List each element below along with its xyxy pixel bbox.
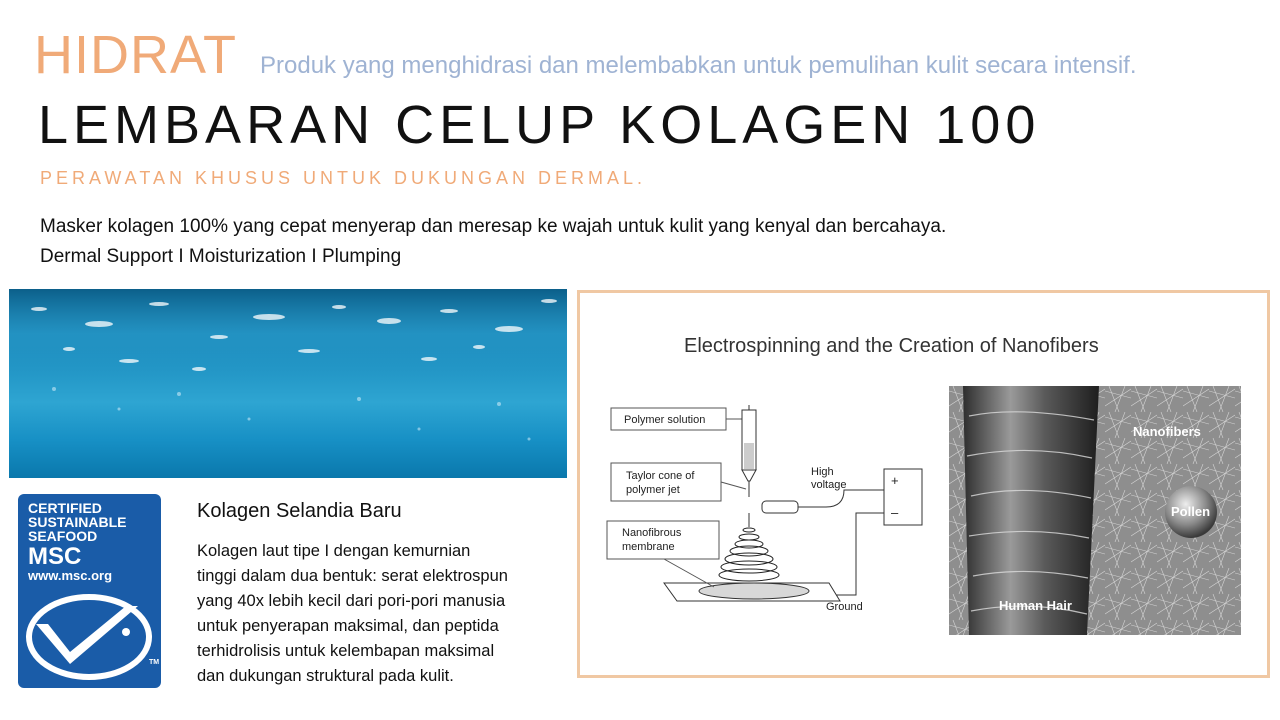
brand-tagline: Produk yang menghidrasi dan melembabkan untuk pemulihan kulit secara intensif. xyxy=(260,52,1137,79)
electrospinning-figure xyxy=(577,290,1270,678)
figure-title: Electrospinning and the Creation of Nanofibers xyxy=(684,335,1099,357)
msc-line-1: CERTIFIED xyxy=(28,500,102,516)
msc-line-3: SEAFOOD xyxy=(28,528,98,544)
msc-trademark: TM xyxy=(149,659,160,666)
intro-benefits: Dermal Support I Moisturization I Plumping xyxy=(40,246,402,267)
sem-label-pollen: Pollen xyxy=(1171,504,1211,519)
collagen-body-line: terhidrolisis untuk kelembapan maksimal xyxy=(197,642,495,660)
sem-microscope-image xyxy=(949,386,1241,635)
collagen-body-line: Kolagen laut tipe I dengan kemurnian xyxy=(197,542,471,560)
page-subtitle: PERAWATAN KHUSUS UNTUK DUKUNGAN DERMAL. xyxy=(40,168,647,188)
msc-line-2: SUSTAINABLE xyxy=(28,514,127,530)
sem-label-nanofibers: Nanofibers xyxy=(1133,424,1201,439)
sem-label-human-hair: Human Hair xyxy=(999,598,1072,613)
brand-name: HIDRAT xyxy=(34,25,237,85)
msc-line-4: MSC xyxy=(28,543,82,570)
msc-website: www.msc.org xyxy=(28,568,113,583)
label-membrane-2: membrane xyxy=(622,541,675,553)
label-minus: – xyxy=(891,505,899,520)
collagen-body-line: yang 40x lebih kecil dari pori-pori manusia xyxy=(197,592,506,610)
electrospinning-diagram xyxy=(604,405,944,615)
collagen-body-line: tinggi dalam dua bentuk: serat elektrospun xyxy=(197,567,508,585)
label-plus: + xyxy=(891,473,899,488)
label-taylor-cone-2: polymer jet xyxy=(626,484,680,496)
msc-certification-logo xyxy=(18,494,161,688)
label-high-voltage-2: voltage xyxy=(811,479,847,491)
collagen-body-line: untuk penyerapan maksimal, dan peptida xyxy=(197,617,499,635)
label-taylor-cone-1: Taylor cone of xyxy=(626,470,695,482)
ocean-image xyxy=(9,289,567,478)
label-ground: Ground xyxy=(826,601,863,613)
collagen-description xyxy=(197,539,577,689)
intro-description: Masker kolagen 100% yang cepat menyerap dan meresap ke wajah untuk kulit yang kenyal dan bercahaya. xyxy=(40,216,947,237)
collagen-heading: Kolagen Selandia Baru xyxy=(197,500,402,522)
page-title: LEMBARAN CELUP KOLAGEN 100 xyxy=(38,95,1041,155)
label-membrane-1: Nanofibrous xyxy=(622,527,682,539)
collagen-body-line: dan dukungan struktural pada kulit. xyxy=(197,667,454,685)
label-polymer-solution: Polymer solution xyxy=(624,414,706,426)
label-high-voltage-1: High xyxy=(811,466,834,478)
